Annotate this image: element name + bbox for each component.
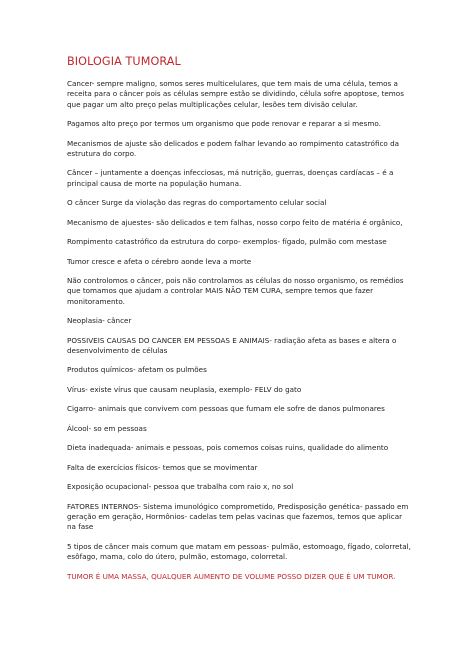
paragraph: Álcool- so em pessoas (67, 423, 147, 433)
paragraph: Mecanismo de ajuestes- são delicados e tem falhas, nosso corpo feito de matéria é orgânico, (67, 217, 403, 227)
document-title: BIOLOGIA TUMORAL (67, 55, 181, 68)
paragraph: Câncer – juntamente a doenças infecciosas, má nutrição, guerras, doenças cardíacas – é a principal causa de morte na população humana. (67, 168, 394, 188)
paragraph: Pagamos alto preço por termos um organismo que pode renovar e reparar a si mesmo. (67, 119, 381, 129)
paragraph: Rompimento catastrófico da estrutura do corpo- exemplos- fígado, pulmão com mestase (67, 237, 387, 247)
paragraph: Cancer- sempre maligno, somos seres multicelulares, que tem mais de uma célula, temos a receita para o câncer pois as células sempre estão se dividindo, célula sofre apoptose, temos que pagar um alto preço pelas multiplicações celular, lesões tem divisão celular. (67, 79, 404, 109)
paragraph: Vírus- existe vírus que causam neuplasia, exemplo- FELV do gato (67, 384, 302, 394)
document-body (67, 55, 411, 591)
paragraph: Produtos químicos- afetam os pulmões (67, 365, 207, 375)
paragraph: Tumor cresce e afeta o cérebro aonde leva a morte (67, 256, 252, 266)
paragraph: Dieta inadequada- animais e pessoas, pois comemos coisas ruins, qualidade do alimento (67, 443, 389, 453)
paragraph: FATORES INTERNOS- Sistema imunológico comprometido, Predisposição genética- passado em geração em geração, Hormônios- cadelas tem pelas vacinas que fazemos, temos que aplicar na fase (67, 501, 409, 532)
paragraph-highlight: TUMOR É UMA MASSA, QUALQUER AUMENTO DE VOLUME POSSO DIZER QUE É UM TUMOR. (67, 571, 396, 581)
paragraph: Não controlomos o câncer, pois não controlamos as células do nosso organismo, os remédios que tomamos que ajudam a controlar MAIS NÃO TEM CURA, sempre temos que fazer monitoramento. (67, 276, 404, 306)
paragraph: Mecanismos de ajuste são delicados e podem falhar levando ao rompimento catastrófico da estrutura do corpo. (67, 138, 400, 158)
paragraph: Exposição ocupacional- pessoa que trabalha com raio x, no sol (67, 482, 294, 492)
paragraph: 5 tipos de câncer mais comum que matam em pessoas- pulmão, estomoago, fígado, colorretal, esôfago, mama, colo do útero, pulmão, estomago, colorretal. (67, 541, 411, 562)
paragraph: POSSIVEIS CAUSAS DO CANCER EM PESSOAS E ANIMAIS- radiação afeta as bases e altera o desenvolvimento de células (67, 335, 397, 355)
paragraph: Cigarro- animais que convivem com pessoas que fumam ele sofre de danos pulmonares (67, 404, 385, 414)
paragraph: Falta de exercícios físicos- temos que se movimentar (67, 462, 258, 472)
paragraph: O câncer Surge da violação das regras do comportamento celular social (67, 198, 327, 208)
paragraph: Neoplasia- câncer (67, 316, 132, 326)
